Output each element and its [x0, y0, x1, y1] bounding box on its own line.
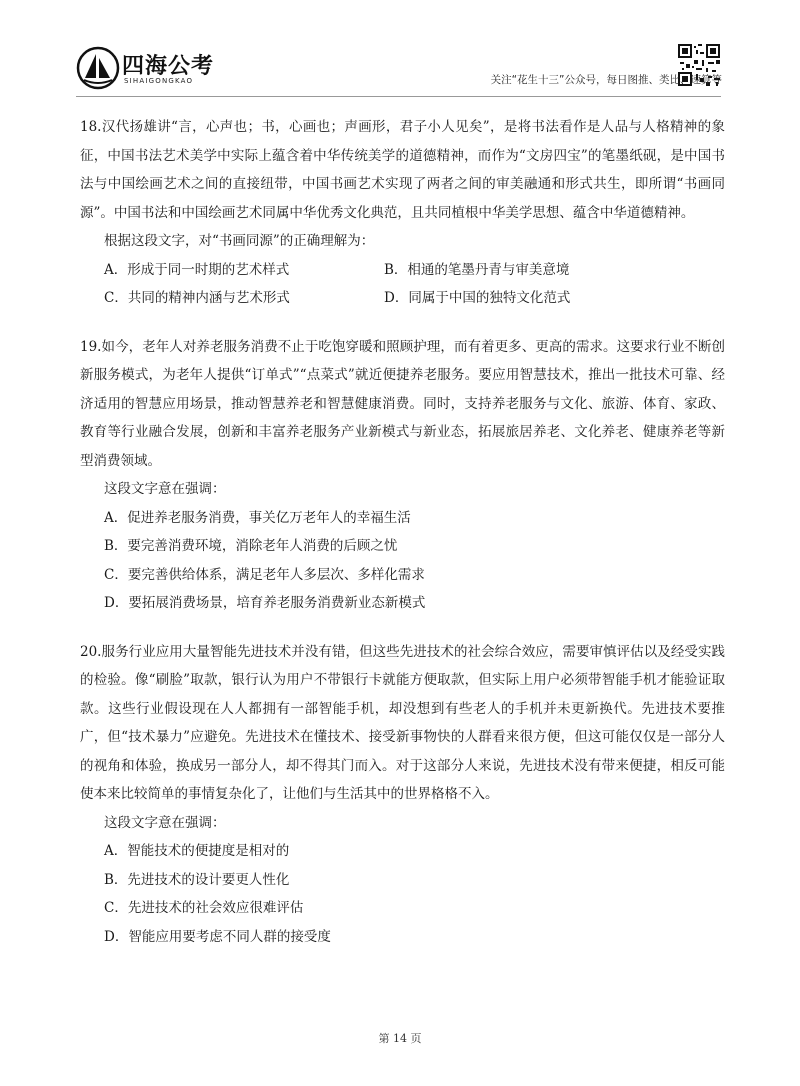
- question-19: [80, 333, 725, 618]
- question-passage: 服务行业应用大量智能先进技术并没有错，但这些先进技术的社会综合效应，需要审慎评估以及经受实践的检验。像“刷脸”取款，银行认为用户不带银行卡就能方便取款，但实际上用户必须带智能手机才能验证取款。这些行业假设现在人人都拥有一部智能手机，却没想到有些老人的手机并未更新换代。先进技术要推广，但“技术暴力”应避免。先进技术在懂技术、接受新事物快的人群看来很方便，但这可能仅仅是一部分人的视角和体验，换成另一部分人，却不得其门而入。对于这部分人来说，先进技术没有带来便捷，相反可能使本来比较简单的事情复杂化了，让他们与生活其中的世界格格不入。: [80, 643, 725, 802]
- page-header: [0, 0, 800, 100]
- question-20: [80, 638, 725, 952]
- option-a[interactable]: A．促进养老服务消费，事关亿万老年人的幸福生活: [104, 509, 411, 526]
- question-stem: [80, 333, 725, 476]
- question-stem: [80, 113, 725, 227]
- option-c[interactable]: C．要完善供给体系，满足老年人多层次、多样化需求: [104, 566, 425, 583]
- page-number: 第 14 页: [378, 1032, 422, 1045]
- option-c[interactable]: C．先进技术的社会效应很难评估: [104, 900, 304, 916]
- option-a[interactable]: A．形成于同一时期的艺术样式: [104, 261, 290, 278]
- logo: [76, 46, 246, 90]
- question-number: 18.: [80, 119, 102, 135]
- question-stem: [80, 638, 725, 809]
- logo-title: 四海公考: [122, 54, 215, 79]
- options-grid: [80, 256, 725, 313]
- question-18: [80, 113, 725, 313]
- question-passage: 汉代扬雄讲“言，心声也；书，心画也；声画形，君子小人见矣”，是将书法看作是人品与人格精神的象征，中国书法艺术美学中实际上蕴含着中华传统美学的道德精神，而作为“文房四宝”的笔墨纸砚，是中国书法与中国绘画艺术之间的直接纽带，中国书画艺术实现了两者之间的审美融通和形式共生，即所谓“书画同源”。中国书法和中国绘画艺术同属中华优秀文化典范，且共同植根中华美学思想、蕴含中华道德精神。: [80, 119, 725, 221]
- sail-logo-icon: [76, 46, 120, 90]
- option-d[interactable]: D．同属于中国的独特文化范式: [384, 290, 571, 306]
- header-divider: [76, 96, 721, 97]
- header-slogan: 关注“花生十三”公众号，每日图推、类比、速算等: [490, 74, 722, 86]
- options-list: [80, 837, 725, 951]
- logo-subtitle: SIHAIGONGKAO: [124, 77, 194, 85]
- option-b[interactable]: B．要完善消费环境，消除老年人消费的后顾之忧: [104, 538, 398, 554]
- option-d[interactable]: D．要拓展消费场景，培育养老服务消费新业态新模式: [104, 595, 426, 611]
- option-b[interactable]: B．先进技术的设计要更人性化: [104, 871, 290, 888]
- options-list: [80, 504, 725, 618]
- question-prompt: 根据这段文字，对“书画同源”的正确理解为：: [104, 233, 375, 249]
- option-a[interactable]: A．智能技术的便捷度是相对的: [104, 843, 290, 859]
- question-prompt: 这段文字意在强调：: [104, 814, 226, 831]
- page-content: [80, 113, 725, 951]
- question-prompt: 这段文字意在强调：: [104, 481, 226, 497]
- question-passage: 如今，老年人对养老服务消费不止于吃饱穿暖和照顾护理，而有着更多、更高的需求。这要求行业不断创新服务模式，为老年人提供“订单式”“点菜式”就近便捷养老服务。要应用智慧技术，推出一批技术可靠、经济适用的智慧应用场景，推动智慧养老和智慧健康消费。同时，支持养老服务与文化、旅游、体育、家政、教育等行业融合发展，创新和丰富养老服务产业新模式与新业态，拓展旅居养老、文化养老、健康养老等新型消费领域。: [80, 338, 725, 469]
- option-b[interactable]: B．相通的笔墨丹青与审美意境: [384, 261, 570, 278]
- question-number: 19.: [80, 338, 102, 355]
- option-c[interactable]: C．共同的精神内涵与艺术形式: [104, 290, 290, 306]
- option-d[interactable]: D．智能应用要考虑不同人群的接受度: [104, 928, 331, 945]
- question-number: 20.: [80, 643, 102, 660]
